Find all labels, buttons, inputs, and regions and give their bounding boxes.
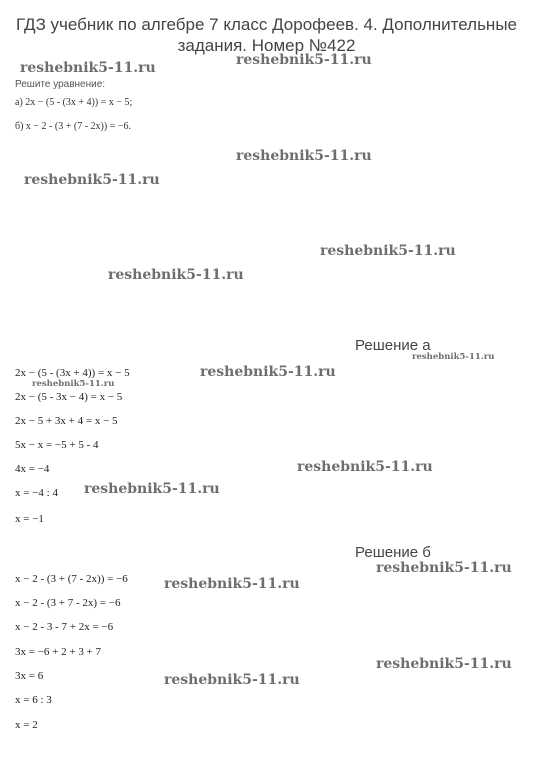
watermark: reshebnik5-11.ru xyxy=(20,60,156,76)
watermark: reshebnik5-11.ru xyxy=(236,52,372,68)
watermark: reshebnik5-11.ru xyxy=(164,672,300,688)
solution-a-step: x = −1 xyxy=(15,513,44,525)
solution-b-step: x − 2 - (3 + 7 - 2x) = −6 xyxy=(15,597,121,609)
watermark: reshebnik5-11.ru xyxy=(84,481,220,497)
watermark: reshebnik5-11.ru xyxy=(24,172,160,188)
task-heading: Решите уравнение: xyxy=(15,79,106,90)
task-line-a: а) 2x − (5 - (3x + 4)) = x − 5; xyxy=(15,97,133,108)
solution-b-step: 3x = −6 + 2 + 3 + 7 xyxy=(15,646,102,658)
solution-b-step: x − 2 - 3 - 7 + 2x = −6 xyxy=(15,621,114,633)
watermark: reshebnik5-11.ru xyxy=(412,352,495,362)
solution-a-step: 2x − (5 - (3x + 4)) = x − 5 xyxy=(15,367,130,379)
watermark: reshebnik5-11.ru xyxy=(200,364,336,380)
watermark: reshebnik5-11.ru xyxy=(376,656,512,672)
watermark: reshebnik5-11.ru xyxy=(297,459,433,475)
watermark: reshebnik5-11.ru xyxy=(32,379,115,389)
solution-b-title: Решение б xyxy=(355,544,431,561)
watermark: reshebnik5-11.ru xyxy=(320,243,456,259)
solution-a-step: x = −4 : 4 xyxy=(15,487,58,499)
solution-a-step: 2x − (5 - 3x − 4) = x − 5 xyxy=(15,391,123,403)
solution-b-step: x − 2 - (3 + (7 - 2x)) = −6 xyxy=(15,573,128,585)
solution-b-step: x = 2 xyxy=(15,719,38,731)
solution-b-step: x = 6 : 3 xyxy=(15,694,52,706)
task-line-b: б) x − 2 - (3 + (7 - 2x)) = −6. xyxy=(15,121,131,132)
watermark: reshebnik5-11.ru xyxy=(164,576,300,592)
watermark: reshebnik5-11.ru xyxy=(236,148,372,164)
solution-a-step: 5x − x = −5 + 5 - 4 xyxy=(15,439,99,451)
solution-a-step: 4x = −4 xyxy=(15,463,50,475)
watermark: reshebnik5-11.ru xyxy=(108,267,244,283)
page-title: ГДЗ учебник по алгебре 7 класс Дорофеев. 4. Дополнительные задания. Номер №422 xyxy=(15,15,517,55)
watermark: reshebnik5-11.ru xyxy=(376,560,512,576)
solution-a-title: Решение а xyxy=(355,337,431,354)
solution-b-step: 3x = 6 xyxy=(15,670,44,682)
solution-a-step: 2x − 5 + 3x + 4 = x − 5 xyxy=(15,415,118,427)
